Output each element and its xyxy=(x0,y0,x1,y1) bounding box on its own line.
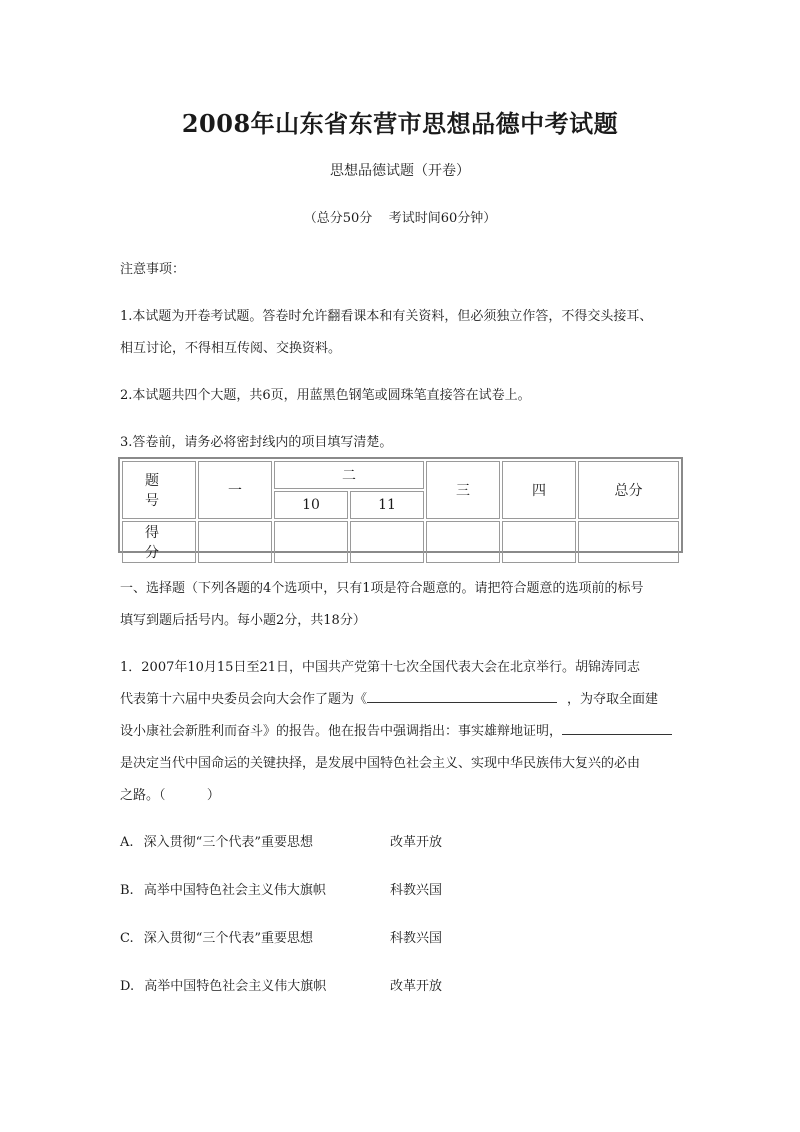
question1-blank-2 xyxy=(562,722,672,735)
score-cell-total[interactable] xyxy=(578,521,679,563)
option-b-second: 科教兴国 xyxy=(390,883,443,898)
score-cell-1[interactable] xyxy=(198,521,272,563)
option-d-second: 改革开放 xyxy=(390,979,443,994)
option-a-second: 改革开放 xyxy=(390,835,443,850)
score-cell-3[interactable] xyxy=(426,521,500,563)
question1-blank-1 xyxy=(367,690,557,703)
option-c[interactable]: C. 深入贯彻“三个代表”重要思想 xyxy=(120,931,314,946)
option-b[interactable]: B. 高举中国特色社会主义伟大旗帜 xyxy=(120,883,326,898)
question1-line3: 设小康社会新胜利而奋斗》的报告。他在报告中强调指出：事实雄辩地证明， xyxy=(120,720,672,739)
page-title: 2008年山东省东营市思想品德中考试题 xyxy=(181,109,619,138)
row-label-question-number: 题 号 xyxy=(122,461,196,519)
score-table xyxy=(118,457,683,561)
notice-item-3: 3.答卷前，请务必将密封线内的项目填写清楚。 xyxy=(120,435,393,450)
option-c-second: 科教兴国 xyxy=(390,931,443,946)
col-section-1: 一 xyxy=(198,461,272,519)
col-section-2: 二 xyxy=(274,461,424,489)
col-section-2-q10: 10 xyxy=(274,491,348,519)
section1-header-line1: 一、选择题（下列各题的4个选项中，只有1项是符合题意的。请把符合题意的选项前的标号 xyxy=(120,581,644,596)
question1-line5: 之路。（ ） xyxy=(120,788,220,803)
notice-heading: 注意事项： xyxy=(120,262,186,277)
col-total: 总分 xyxy=(578,461,679,519)
score-cell-4[interactable] xyxy=(502,521,576,563)
notice-item-1-cont: 相互讨论，不得相互传阅、交换资料。 xyxy=(120,341,342,356)
notice-item-2: 2.本试题共四个大题，共6页，用蓝黑色钢笔或圆珠笔直接答在试卷上。 xyxy=(120,388,531,403)
option-d[interactable]: D. 高举中国特色社会主义伟大旗帜 xyxy=(120,979,327,994)
row-label-score: 得 分 xyxy=(122,521,196,563)
notice-item-1: 1.本试题为开卷考试题。答卷时允许翻看课本和有关资料，但必须独立作答，不得交头接耳、 xyxy=(120,309,653,324)
page-subtitle: 思想品德试题（开卷） xyxy=(330,163,470,179)
question1-line2: 代表第十六届中央委员会向大会作了题为《 ，为夺取全面建 xyxy=(120,692,659,707)
score-cell-2-q11[interactable] xyxy=(350,521,424,563)
col-section-4: 四 xyxy=(502,461,576,519)
col-section-3: 三 xyxy=(426,461,500,519)
col-section-2-q11: 11 xyxy=(350,491,424,519)
question1-line1: 1．2007年10月15日至21日，中国共产党第十七次全国代表大会在北京举行。胡锦涛同志 xyxy=(120,660,640,675)
exam-meta: （总分50分 考试时间60分钟） xyxy=(303,211,497,226)
option-a[interactable]: A. 深入贯彻“三个代表”重要思想 xyxy=(120,835,313,850)
question1-line4: 是决定当代中国命运的关键抉择，是发展中国特色社会主义、实现中华民族伟大复兴的必由 xyxy=(120,756,641,771)
score-cell-2-q10[interactable] xyxy=(274,521,348,563)
section1-header-line2: 填写到题后括号内。每小题2分，共18分） xyxy=(120,613,366,628)
